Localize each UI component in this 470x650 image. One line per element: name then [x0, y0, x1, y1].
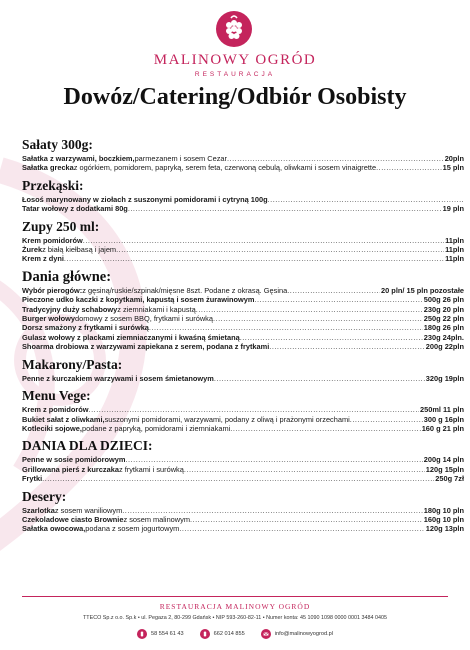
item-name: Sałatka z warzywami, boczkiem,	[22, 154, 135, 163]
dot-leader	[240, 333, 423, 342]
dot-leader	[149, 323, 423, 332]
menu-item	[22, 195, 464, 204]
dot-leader	[89, 405, 420, 414]
item-name: Sałatka owocowa,	[22, 524, 86, 534]
item-name: Kotleciki sojowe,	[22, 423, 82, 433]
item-price: 230g 20 pln	[423, 304, 464, 314]
menu-item	[22, 474, 464, 483]
mobile-phone-icon	[200, 629, 210, 639]
item-price: 120g 13pln	[425, 524, 464, 534]
section-title: Zupy 250 ml:	[22, 218, 100, 234]
menu-section	[22, 137, 464, 173]
item-name: Penne z kurczakiem warzywami i sosem śmietanowym	[22, 373, 214, 383]
dot-leader	[376, 163, 442, 172]
dot-leader	[64, 254, 444, 263]
item-price: 230g 24pln.	[423, 332, 464, 342]
section-title: Przekąski:	[22, 177, 84, 193]
item-description: suszonymi pomidorami, warzywami, podany z oliwą i prażonymi orzechami	[104, 414, 350, 424]
dot-leader	[116, 245, 444, 254]
item-name: Żurek	[22, 245, 43, 255]
item-price: 11pln	[445, 254, 464, 264]
item-price: 11pln	[445, 245, 464, 255]
contact-email	[261, 629, 333, 639]
menu-item	[22, 455, 464, 464]
item-name: Łosoś marynowany w ziołach z suszonymi pomidorami i cytryną 100g	[22, 194, 268, 204]
item-price: 19 pln	[442, 204, 464, 214]
menu-item	[22, 254, 464, 263]
item-name: Gulasz wołowy z plackami ziemniaczanymi i kwaśną śmietaną	[22, 332, 240, 342]
dot-leader	[122, 506, 423, 515]
item-name: Czekoladowe ciasto Brownie	[22, 514, 124, 524]
menu-item	[22, 154, 464, 163]
dot-leader	[128, 204, 442, 213]
dot-leader	[268, 195, 463, 204]
dot-leader	[190, 515, 423, 524]
item-price: 200g 14 pln	[423, 455, 464, 465]
dot-leader	[83, 236, 444, 245]
item-price: 20 pln/ 15 pln pozostałe	[381, 285, 464, 295]
item-description: z sosem waniliowym	[54, 505, 123, 515]
menu-section	[22, 438, 464, 483]
menu-item	[22, 305, 464, 314]
item-price: 180g 10 pln	[423, 505, 464, 515]
item-price: 250g 7zł	[435, 474, 464, 484]
item-description: podana z sosem jogurtowym	[85, 524, 180, 534]
dot-leader	[230, 424, 420, 433]
dot-leader	[227, 154, 444, 163]
menu-item	[22, 286, 464, 295]
item-name: Pieczone udko kaczki z kopytkami, kapustą i sosem żurawinowym	[22, 295, 255, 305]
item-price: 200g 22pln	[425, 342, 464, 352]
menu-item	[22, 515, 464, 524]
dot-leader	[196, 305, 423, 314]
item-description: z ogórkiem, pomidorem, papryką, serem feta, czerwoną cebulą, oliwkami i sosem vinaigrette	[73, 163, 377, 173]
raspberry-logo-icon	[215, 10, 253, 48]
menu-list	[22, 132, 464, 534]
item-description: podane z papryką, pomidorami i ziemniakami	[81, 423, 231, 433]
menu-item	[22, 295, 464, 304]
section-title: Menu Vege:	[22, 388, 91, 404]
menu-item	[22, 415, 464, 424]
item-price: 160g 10 pln	[423, 514, 464, 524]
dot-leader	[214, 374, 425, 383]
item-description: z gęsiną/ruskie/szpinak/mięsne 8szt. Podane z okrasą. Gęsina	[82, 285, 288, 295]
menu-item	[22, 323, 464, 332]
item-price: 15 pln	[442, 163, 464, 173]
menu-item	[22, 374, 464, 383]
contact-phone-1	[137, 629, 184, 639]
section-title: DANIA DLA DZIECI:	[22, 438, 153, 454]
page-title: Dowóz/Catering/Odbiór Osobisty	[63, 84, 407, 110]
item-price: 320g 19pln	[425, 373, 464, 383]
item-name: Krem pomidorów	[22, 235, 83, 245]
mail-icon	[261, 629, 271, 639]
menu-section	[22, 269, 464, 352]
section-title: Makarony/Pasta:	[22, 356, 123, 372]
dot-leader	[350, 415, 423, 424]
header	[0, 0, 470, 126]
menu-item	[22, 506, 464, 515]
menu-item	[22, 524, 464, 533]
menu-item	[22, 342, 464, 351]
menu-item	[22, 405, 464, 414]
menu-section	[22, 178, 464, 214]
item-description: z frytkami i surówką	[118, 464, 184, 474]
item-name: Dorsz smażony z frytkami i surówką	[22, 323, 149, 333]
item-description: domowy z sosem BBQ, frytkami i surówką	[74, 314, 213, 324]
menu-section	[22, 489, 464, 534]
item-price: 160 g 21 pln	[421, 423, 464, 433]
email-text: info@malinowyogrod.pl	[274, 631, 333, 637]
item-price: 300 g 16pln	[423, 414, 464, 424]
menu-item	[22, 314, 464, 323]
section-title: Sałaty 300g:	[22, 137, 93, 152]
item-name: Tradycyjny duży schabowy	[22, 304, 118, 314]
footer-brand: RESTAURACJA MALINOWY OGRÓD	[159, 602, 311, 611]
item-price: 20pln	[444, 154, 464, 163]
contact-phone-2	[200, 629, 245, 639]
item-description: z ziemniakami i kapustą	[117, 304, 196, 314]
item-name: Szarlotka	[22, 505, 55, 515]
footer	[0, 596, 470, 650]
item-name: Penne w sosie pomidorowym	[22, 455, 126, 465]
dot-leader	[179, 524, 424, 533]
phone-1-text: 58 554 61 43	[150, 631, 184, 637]
item-name: Shoarma drobiowa z warzywami zapiekana z serem, podana z frytkami	[22, 342, 270, 352]
item-description: z sosem malinowym	[123, 514, 190, 524]
item-description: z białą kiełbasą i jajem	[42, 245, 117, 255]
menu-item	[22, 424, 464, 433]
item-description: parmezanem i sosem Cezar	[134, 154, 227, 163]
dot-leader	[269, 342, 425, 351]
footer-contacts	[0, 629, 470, 639]
item-price: 250g 22 pln	[423, 314, 464, 324]
item-name: Krem z pomidorów	[22, 405, 89, 415]
item-name: Bukiet sałat z oliwkami,	[22, 414, 105, 424]
menu-item	[22, 236, 464, 245]
footer-divider	[22, 596, 448, 597]
item-name: Grillowana pierś z kurczaka	[22, 464, 119, 474]
item-name: Burger wołowy	[22, 314, 75, 324]
section-title: Dania główne:	[22, 268, 112, 285]
item-price: 500g 26 pln	[423, 295, 464, 305]
footer-company-info: TTECO Sp.z o.o. Sp.k • ul. Pegaza 2, 80-299 Gdańsk • NIP 593-260-82-11 • Numer konta: 45 1090 1098 0000 0001 3484 0405	[83, 615, 387, 621]
section-title: Desery:	[22, 488, 67, 504]
item-name: Wybór pierogów:	[22, 285, 83, 295]
menu-section	[22, 388, 464, 433]
item-price: 120g 15pln	[425, 464, 464, 474]
dot-leader	[184, 465, 425, 474]
item-price: 180g 26 pln	[423, 323, 464, 333]
dot-leader	[213, 314, 423, 323]
menu-section	[22, 219, 464, 264]
item-price: 250ml 11 pln	[420, 405, 464, 415]
phone-icon	[137, 629, 147, 639]
menu-item	[22, 333, 464, 342]
item-name: Frytki	[22, 474, 43, 484]
brand-subtitle: RESTAURACJA	[194, 71, 276, 78]
brand-name: MALINOWY OGRÓD	[153, 52, 317, 68]
phone-2-text: 662 014 855	[213, 631, 245, 637]
menu-item	[22, 465, 464, 474]
dot-leader	[42, 474, 434, 483]
menu-item	[22, 204, 464, 213]
menu-item	[22, 163, 464, 172]
menu-item	[22, 245, 464, 254]
item-name: Sałatka grecka	[22, 163, 74, 173]
dot-leader	[126, 455, 423, 464]
menu-section	[22, 357, 464, 383]
item-name: Krem z dyni	[22, 254, 64, 264]
dot-leader	[287, 286, 380, 295]
dot-leader	[254, 295, 422, 304]
item-price: 11pln	[445, 235, 464, 245]
item-name: Tatar wołowy z dodatkami 80g	[22, 204, 128, 214]
